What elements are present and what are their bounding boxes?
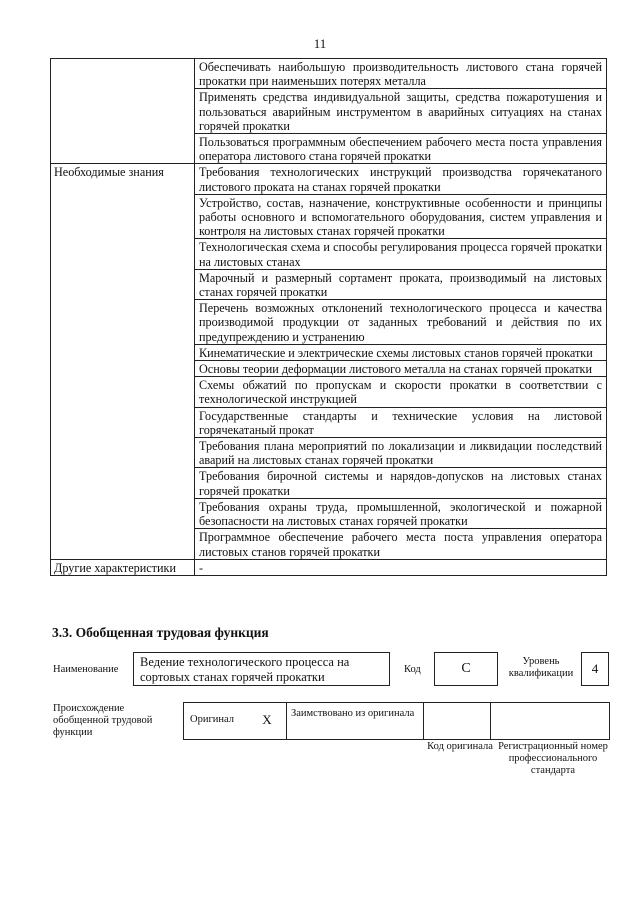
origin-table [183,702,610,740]
original-mark-cell [248,703,287,740]
row-text: Государственные стандарты и технические условия на листовой горячекатаный прокат [195,407,607,437]
row-text: Программное обеспечение рабочего места поста управления оператора листовых станов горячей прокатки [195,529,607,559]
row-text: Схемы обжатий по пропускам и скорости прокатки в соответствии с технологической инструкцией [195,377,607,407]
row-text: Требования плана мероприятий по локализации и ликвидации последствий аварий на листовых станах горячей прокатки [195,438,607,468]
row-text: - [195,559,607,575]
function-code-field: C [434,652,498,686]
code-original-cell [424,703,491,740]
row-text: Пользоваться программным обеспечением рабочего места поста управления оператора листового стана горячей прокатки [195,134,607,164]
qualification-level-field: 4 [581,652,609,686]
row-text: Устройство, состав, назначение, конструктивные особенности и принципы работы основного и вспомогательного оборудования, систем управления и контроля на листовых станах горячей прокатки [195,194,607,239]
row-text: Технологическая схема и способы регулирования процесса горячей прокатки на листовых станах [195,239,607,269]
level-label: Уровень квалификации [508,656,574,679]
row-text: Требования технологических инструкций производства горячекатаного листового проката на станах горячей прокатки [195,164,607,194]
row-text: Кинематические и электрические схемы листовых станов горячей прокатки [195,344,607,360]
row-text: Применять средства индивидуальной защиты, средства пожаротушения и пользоваться аварийным инструментом в аварийных ситуациях на станах горячей прокатки [195,89,607,134]
reg-number-cell [491,703,610,740]
reg-number-label: Регистрационный номер профессионального стандарта [498,741,608,776]
original-cell [184,703,249,740]
borrowed-label: Заимствовано из оригинала [291,708,415,719]
code-label: Код [404,664,421,675]
row-text: Перечень возможных отклонений технологического процесса и качества производимой продукции от заданных требований и действия по их предупреждению и устранению [195,300,607,345]
section-title: 3.3. Обобщенная трудовая функция [52,625,269,640]
code-original-label: Код оригинала [427,741,493,752]
origin-label: Происхождение обобщенной трудовой функции [53,703,153,738]
table-row [51,59,607,89]
name-label: Наименование [53,664,119,675]
table-body [51,59,607,576]
row-text: Обеспечивать наибольшую производительность листового стана горячей прокатки при наименьших потерях металла [195,59,607,89]
original-label: Оригинал [190,714,234,725]
row-label: Необходимые знания [51,164,195,559]
row-label [51,59,195,164]
table-row [51,164,607,194]
knowledge-table [50,58,607,576]
table-row [51,559,607,575]
borrowed-cell [287,703,424,740]
function-name-field: Ведение технологического процесса на сортовых станах горячей прокатки [133,652,390,686]
row-text: Марочный и размерный сортамент проката, производимый на листовых станах горячей прокатки [195,269,607,299]
row-text: Требования бирочной системы и нарядов-допусков на листовых станах горячей прокатки [195,468,607,498]
row-label: Другие характеристики [51,559,195,575]
row-text: Требования охраны труда, промышленной, экологической и пожарной безопасности на листовых станах горячей прокатки [195,498,607,528]
row-text: Основы теории деформации листового металла на станах горячей прокатки [195,361,607,377]
original-mark: X [262,712,272,727]
page-number: 11 [313,36,327,51]
